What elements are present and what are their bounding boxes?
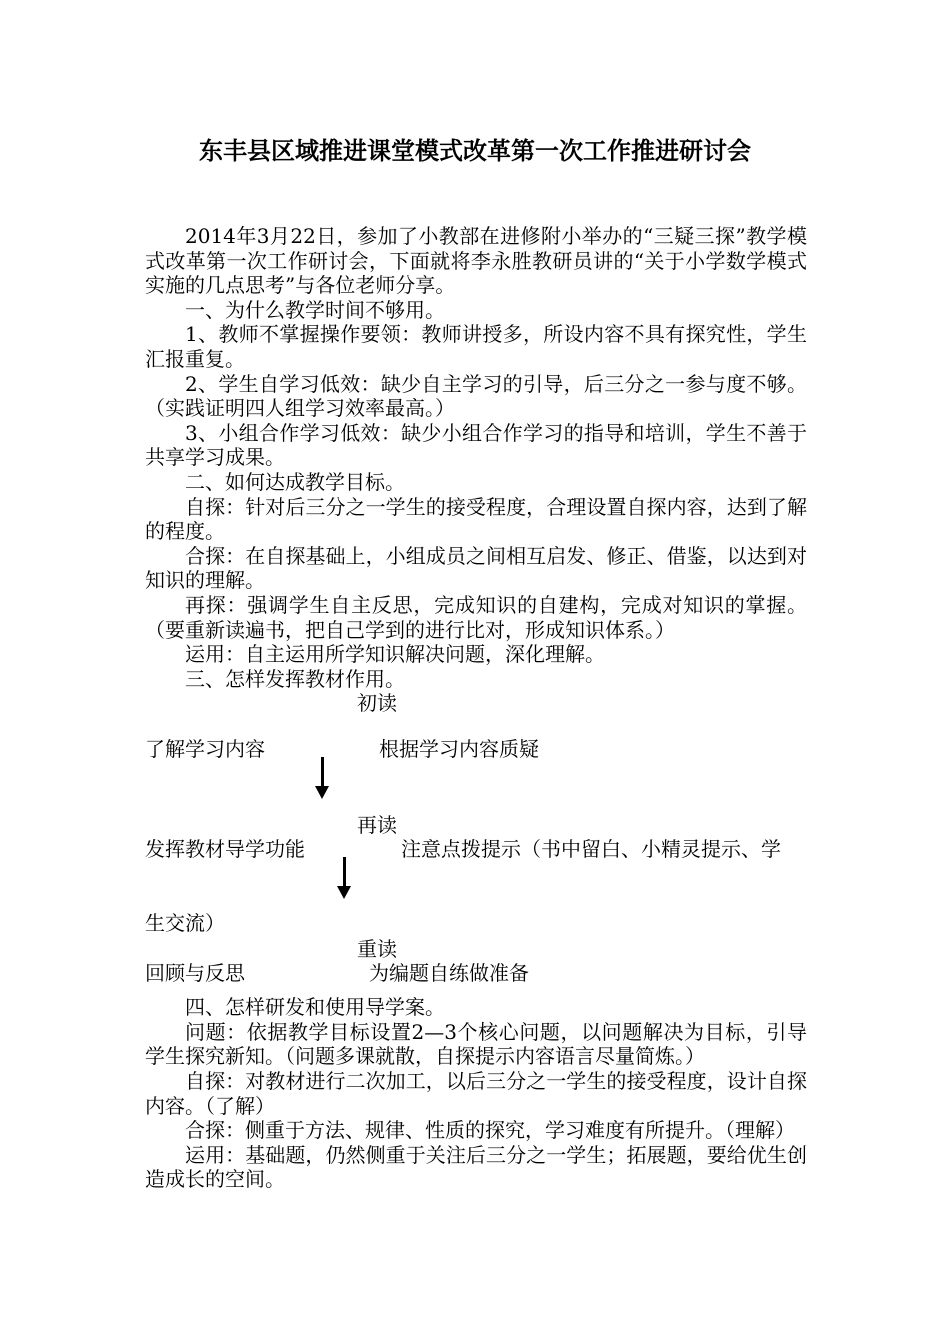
flow-label-read1: 初读 bbox=[357, 691, 397, 716]
paragraph: 运用：自主运用所学知识解决问题，深化理解。 bbox=[185, 642, 605, 667]
intro-paragraph: 2014年3月22日，参加了小教部在进修附小举办的“三疑三探”教学模式改革第一次工作研讨会，下面就将李永胜教研员讲的“关于小学数学模式实施的几点思考”与各位老师分享。 bbox=[145, 224, 807, 298]
flow-right-3: 为编题自练做准备 bbox=[369, 961, 529, 986]
paragraph: 运用：基础题，仍然侧重于关注后三分之一学生；拓展题，要给优生创造成长的空间。 bbox=[145, 1142, 807, 1192]
down-arrow-icon bbox=[343, 857, 346, 887]
flow-left-2: 发挥教材导学功能 bbox=[145, 837, 305, 862]
paragraph: 再探：强调学生自主反思，完成知识的自建构，完成对知识的掌握。（要重新读遍书，把自己学到的进行比对，形成知识体系。） bbox=[145, 592, 807, 642]
flow-left-3: 回顾与反思 bbox=[145, 961, 245, 986]
flow-label-read2: 再读 bbox=[357, 813, 397, 838]
paragraph: 合探：在自探基础上，小组成员之间相互启发、修正、借鉴，以达到对知识的理解。 bbox=[145, 543, 807, 593]
reading-flow-diagram bbox=[145, 691, 807, 995]
paragraph: 1、教师不掌握操作要领：教师讲授多，所设内容不具有探究性，学生汇报重复。 bbox=[145, 322, 807, 371]
section-heading-3: 三、怎样发挥教材作用。 bbox=[185, 666, 405, 691]
paragraph: 2、学生自学习低效：缺少自主学习的引导，后三分之一参与度不够。（实践证明四人组学习效率最高。） bbox=[145, 371, 807, 421]
down-arrow-icon bbox=[321, 757, 324, 787]
flow-left-1: 了解学习内容 bbox=[145, 737, 265, 762]
paragraph: 合探：侧重于方法、规律、性质的探究，学习难度有所提升。（理解） bbox=[185, 1118, 795, 1143]
document-body bbox=[145, 224, 807, 1192]
paragraph: 3、小组合作学习低效：缺少小组合作学习的指导和培训，学生不善于共享学习成果。 bbox=[145, 420, 807, 470]
document-title: 东丰县区域推进课堂模式改革第一次工作推进研讨会 bbox=[199, 136, 751, 165]
flow-label-read3: 重读 bbox=[357, 937, 397, 962]
section-heading-2: 二、如何达成教学目标。 bbox=[185, 469, 405, 494]
paragraph: 问题：依据教学目标设置2—3个核心问题，以问题解决为目标，引导学生探究新知。（问题多课就散，自探提示内容语言尽量简炼。） bbox=[145, 1019, 807, 1069]
paragraph: 自探：针对后三分之一学生的接受程度，合理设置自探内容，达到了解的程度。 bbox=[145, 494, 807, 544]
flow-right-2: 注意点拨提示（书中留白、小精灵提示、学 bbox=[401, 837, 781, 862]
flow-right-2-continued: 生交流） bbox=[145, 911, 225, 936]
section-heading-4: 四、怎样研发和使用导学案。 bbox=[185, 995, 445, 1020]
section-heading-1: 一、为什么教学时间不够用。 bbox=[185, 297, 445, 322]
paragraph: 自探：对教材进行二次加工，以后三分之一学生的接受程度，设计自探内容。（了解） bbox=[145, 1069, 807, 1118]
flow-right-1: 根据学习内容质疑 bbox=[379, 737, 539, 762]
